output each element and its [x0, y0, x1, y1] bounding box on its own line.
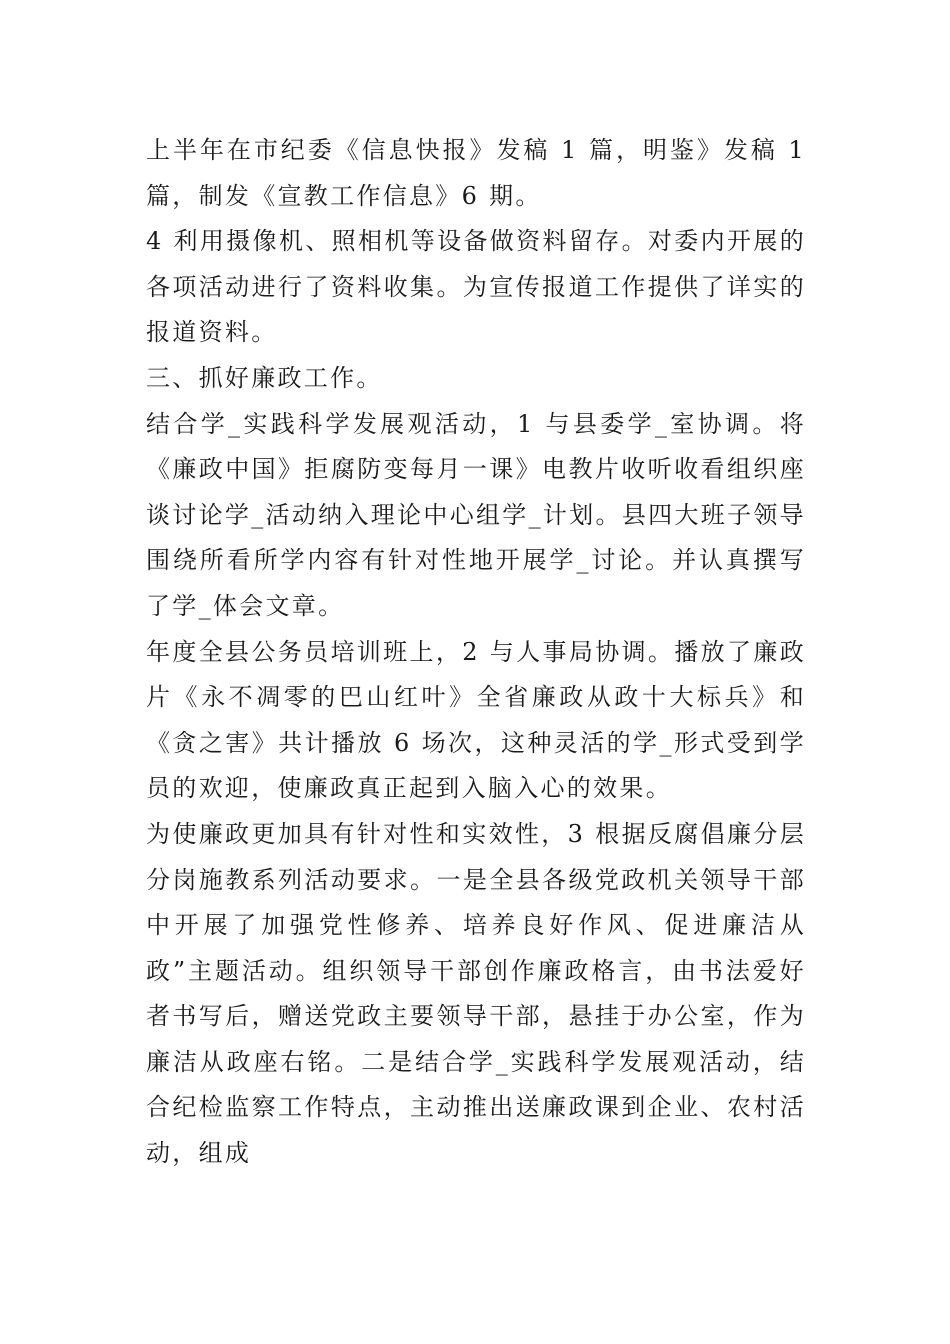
- paragraph-civil-servant-training: 年度全县公务员培训班上，2 与人事局协调。播放了廉政片《永不凋零的巴山红叶》全省廉政从政十大标兵》和《贪之害》共计播放 6 场次，这种灵活的学_形式受到学员的欢迎，使廉政真正起到入脑入心的效果。: [146, 637, 806, 803]
- paragraph-equipment-archiving: 4 利用摄像机、照相机等设备做资料留存。对委内开展的各项活动进行了资料收集。为宣传报道工作提供了详实的报道资料。: [146, 227, 806, 347]
- section-heading-integrity-work: 三、抓好廉政工作。: [146, 363, 383, 392]
- paragraph-publication-stats: 上半年在市纪委《信息快报》发稿 1 篇，明鉴》发稿 1 篇，制发《宣教工作信息》6 期。: [146, 136, 806, 210]
- paragraph-study-coordination: 结合学_实践科学发展观活动，1 与县委学_室协调。将《廉政中国》拒腐防变每月一课》电教片收听收看组织座谈讨论学_活动纳入理论中心组学_计划。县四大班子领导围绕所看所学内容有针对性地开展学_讨论。并认真撰写了学_体会文章。: [146, 409, 806, 620]
- document-body: [146, 128, 806, 1177]
- paragraph-tiered-education: 为使廉政更加具有针对性和实效性，3 根据反腐倡廉分层分岗施教系列活动要求。一是全县各级党政机关领导干部中开展了加强党性修养、培养良好作风、促进廉洁从政”主题活动。组织领导干部创作廉政格言，由书法爱好者书写后，赠送党政主要领导干部，悬挂于办公室，作为廉洁从政座右铭。二是结合学_实践科学发展观活动，结合纪检监察工作特点，主动推出送廉政课到企业、农村活动，组成: [146, 819, 806, 1168]
